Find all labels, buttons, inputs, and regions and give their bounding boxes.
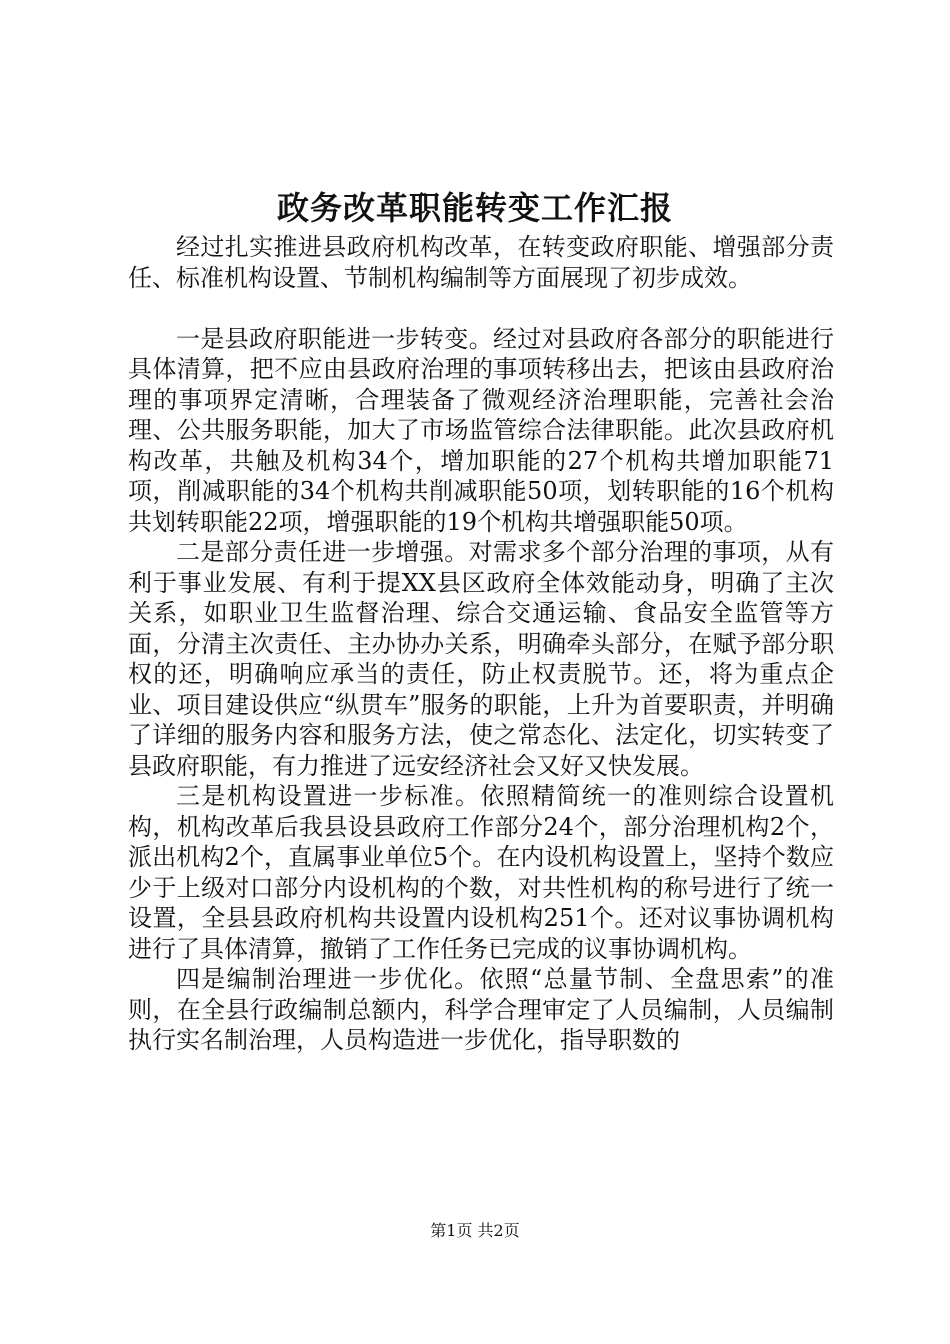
paragraph-organization: 三是机构设置进一步标准。依照精简统一的准则综合设置机构，机构改革后我县设县政府工作部分24个，部分治理机构2个，派出机构2个，直属事业单位5个。在内设机构设置上，坚持个数应少于上级对口部分内设机构的个数，对共性机构的称号进行了统一设置，全县县政府机构共设置内设机构251个。还对议事协调机构进行了具体清算，撤销了工作任务已完成的议事协调机构。 — [128, 782, 834, 963]
paragraph-staffing: 四是编制治理进一步优化。依照“总量节制、全盘思索”的准则，在全县行政编制总额内，科学合理审定了人员编制，人员编制执行实名制治理，人员构造进一步优化，指导职数的 — [128, 965, 834, 1054]
paragraph-intro: 经过扎实推进县政府机构改革，在转变政府职能、增强部分责任、标准机构设置、节制机构编制等方面展现了初步成效。 — [128, 233, 834, 292]
paragraph-responsibility: 二是部分责任进一步增强。对需求多个部分治理的事项，从有利于事业发展、有利于提XX县区政府全体效能动身，明确了主次关系，如职业卫生监督治理、综合交通运输、食品安全监管等方面，分清主次责任、主办协办关系，明确牵头部分，在赋予部分职权的还，明确响应承当的责任，防止权责脱节。还，将为重点企业、项目建设供应“纵贯车”服务的职能，上升为首要职责，并明确了详细的服务内容和服务方法，使之常态化、法定化，切实转变了县政府职能，有力推进了远安经济社会又好又快发展。 — [128, 538, 834, 780]
paragraph-functions: 一是县政府职能进一步转变。经过对县政府各部分的职能进行具体清算，把不应由县政府治理的事项转移出去，把该由县政府治理的事项界定清晰，合理装备了微观经济治理职能，完善社会治理、公共服务职能，加大了市场监管综合法律职能。此次县政府机构改革，共触及机构34个，增加职能的27个机构共增加职能71项，削减职能的34个机构共削减职能50项，划转职能的16个机构共划转职能22项，增强职能的19个机构共增强职能50项。 — [128, 324, 834, 536]
document-title: 政务改革职能转变工作汇报 — [276, 189, 673, 227]
document-body — [128, 232, 834, 1056]
page-number-footer: 第1页 共2页 — [430, 1221, 520, 1240]
